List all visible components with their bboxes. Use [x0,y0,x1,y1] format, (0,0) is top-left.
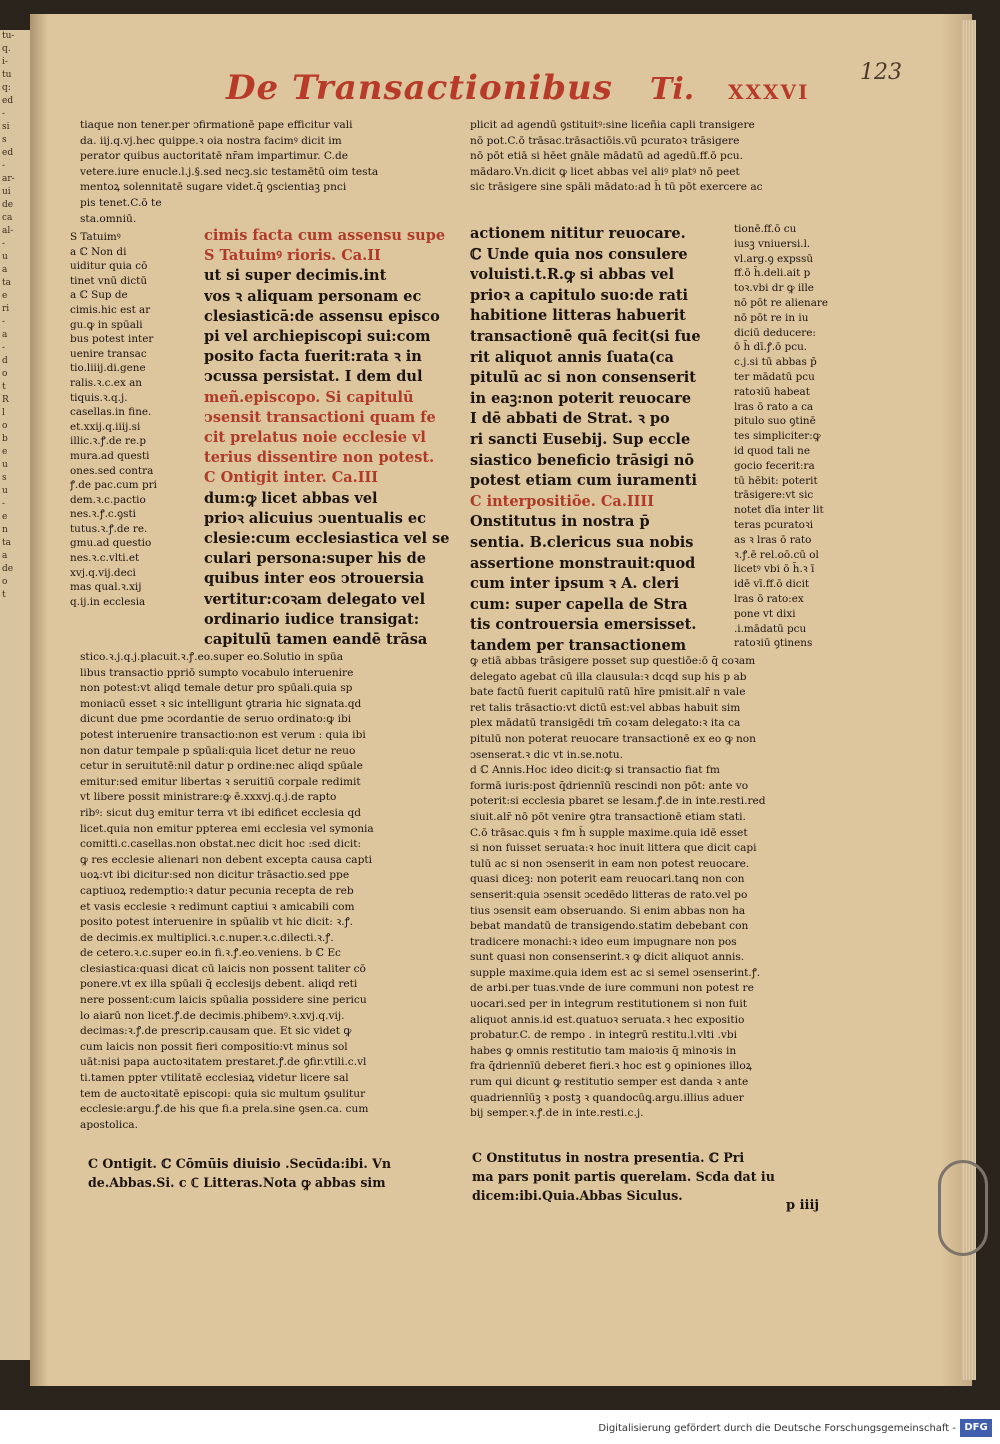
text-line: in eaꝫ:non poterit reuocare [470,389,692,407]
text-line: I dē abbati de Strat. ꝛ po [470,410,670,428]
summary-line: ma pars ponit partis querelam. Scda dat iu [472,1169,775,1184]
summary-line: C Onstitutus in nostra presentia. ℂ Pri [472,1150,745,1165]
gloss-line: senserit:quia ↄsensit ↄcedēdo litteras de rato.vel po [470,888,748,901]
book-clasp [938,1160,988,1256]
gloss-bottom-right [470,654,856,1122]
gloss-line: tradicere monachi:ꝛ ideo eum impugnare non pos [470,935,737,948]
left-page-fragment: b [2,434,8,444]
title-number: XXXVI [728,80,810,104]
gloss-line: dicunt due pme ↄcordantie de seruo ordinato:ꝙ ibi [80,713,352,726]
gloss-line: uocari.sed per in integrum restitutionem si non fuit [470,998,747,1011]
gloss-line: tio.liiij.di.gene [70,362,146,375]
left-page-fragment: a [2,265,8,275]
left-page-fragment: tu- [2,31,15,41]
text-line: vos ꝛ aliquam personam ec [204,287,422,305]
gloss-line: ꝛ.ꝭ.ē rel.oō.cū ol [734,548,819,561]
left-page-fragment: u [2,486,8,496]
gloss-line: notet dīa inter lit [734,504,824,517]
gloss-line: potest interuenire transactio:non est verum : quia ibi [80,728,366,741]
gloss-line: delegato agebat cū illa clausula:ꝛ dcqd sup his p ab [470,670,747,683]
gloss-line: uiditur quia cō [70,260,148,273]
gloss-line: mādaro.Vn.dicit ꝙ licet abbas vel aliꝰ platꝰ nō peet [470,165,740,178]
signature-mark: p iiij [786,1198,820,1213]
gloss-line: tionē.ff.ō cu [734,223,797,235]
gloss-line: lras ō rato:ex [734,592,804,605]
text-line: ℂ Unde quia nos consulere [470,245,688,263]
left-page-fragment: e [2,291,8,301]
left-page-fragment: - [2,239,6,249]
gloss-line: ff.ō h̄.deli.ait p [734,267,811,280]
gloss-line: supple maxime.quia idem est ac si semel ↄsenserint.ꝭ. [470,966,761,979]
dfg-logo-icon: DFG [960,1419,992,1437]
gloss-line: a ℂ Sup de [70,289,128,302]
gloss-line: rum qui dicunt ꝙ restitutio semper est danda ꝛ ante [470,1076,749,1089]
gloss-line: plicit ad agendū ꝯstituitꝰ:sine liceñia capli transigere [470,119,755,131]
gloss-line: quasi diceꝫ: non poterit eam reuocari.tanꝗ non con [470,873,745,886]
left-page-fragment: u [2,460,8,470]
summary-line: C Ontigit. ℂ Cōmūis diuisio .Secūda:ibi. Vn [88,1156,392,1171]
left-page-fragment: e [2,512,8,522]
text-line: cimis facta cum assensu supe [204,227,446,244]
gloss-line: lras ō rato a ca [734,400,814,413]
left-page-fragment: o [2,577,8,587]
text-line: prioꝛ a capitulo suo:de rati [470,286,689,304]
left-page-fragment: i- [2,57,8,67]
text-line: clesiasticā:de assensu episco [204,307,440,325]
text-line: sentia. B.clericus sua nobis [470,533,694,551]
left-page-fragment: s [2,473,7,483]
gloss-line: tulū ac si non ↄsenserit in eam non potest reuocare. [470,857,750,870]
summary-foot-left [88,1154,460,1192]
left-page-fragment: - [2,161,6,171]
gloss-line: gu.ꝙ in spūali [70,318,143,331]
text-line: ↄcussa persistat. I dem dul [204,368,423,386]
gloss-line: licet.quia non emitur ppterea emi ecclesia vel symonia [80,822,374,835]
gloss-line: nō pōt re alienare [734,296,829,309]
left-page-fragment: ed [2,96,14,106]
gloss-line: vt libere possit ministrare:ꝙ ē.xxxvj.q.j.de rapto [80,791,337,804]
text-line: rit aliquot annis ſuata(ca [470,348,674,366]
gloss-line: decimas:ꝛ.ꝭ.de prescrip.causam que. Et sic videt ꝙ [80,1025,352,1038]
gloss-line: nere possent:cum laicis spūalia possidere sine pericu [80,994,367,1007]
gloss-top-right [470,118,850,196]
gloss-line: da. iij.q.vj.hec quippe.ꝛ oia nostra facimꝰ dicit im [80,134,342,147]
left-page-fragment: ri [2,304,10,314]
summary-line: de.Abbas.Si. c ℂ Litteras.Nota ꝙ abbas sim [88,1175,386,1190]
text-line: prioꝛ alicuius ↄuentualis ec [204,509,426,527]
left-page-fragment: tu [2,70,12,80]
text-line: cum inter ipsum ꝛ A. cleri [470,575,680,593]
left-page-fragment: ta [2,278,11,288]
funding-notice: Digitalisierung gefördert durch die Deutsche Forschungsgemeinschaft - [598,1423,956,1434]
gloss-line: toꝛ.vbi dr ꝙ ille [734,282,814,295]
gloss-line: ō h̄ dī.ꝭ.ō pcu. [734,341,808,354]
gloss-line: nes.ꝛ.c.vlti.et [70,552,140,565]
gloss-line: illic.ꝛ.ꝭ.de re.p [70,435,147,448]
gloss-line: id quod tali ne [734,444,810,457]
text-line: assertione monstrauit:quod [470,554,696,572]
gloss-line: bate factū fuerit capitulū ratū hīre pmisit.alr̄ n vale [470,686,746,699]
gloss-line: licetꝰ vbi ō h̄.ꝛ ī [734,563,815,576]
gloss-line: c.j.si tū abbas p̄ [734,356,817,369]
gloss-line: poterit:si ecclesia pbaret se lesam.ꝭ.de in inte.resti.red [470,795,766,808]
gloss-line: ones.sed contra [70,464,154,477]
gloss-line: ↄsenserat.ꝛ dic vt in.se.notu. [470,748,623,761]
text-line: Onstitutus in nostra p̄ [470,513,650,531]
text-line: meñ.episcopo. Si capitulū [204,388,414,406]
gloss-line: formā iuris:post q̄driennīū rescindi non pōt: ante vo [470,779,749,792]
left-page-fragment: o [2,369,8,379]
left-page-fragment: - [2,317,6,327]
gloss-line: ribꝰ: sicut duꝫ emitur terra vt ibi edificet ecclesia qd [80,806,362,819]
gloss-line: ecclesie:argu.ꝭ.de his que fi.a prela.sine ꝯsen.ca. cum [80,1103,369,1116]
gloss-line: de decimis.ex multiplici.ꝛ.c.nuper.ꝛ.c.dilecti.ꝛ.ꝭ. [80,931,334,944]
gloss-line: ꝙ etiā abbas trāsigere posset sup questiōe:ō q̄ coꝛam [470,655,756,667]
gloss-line: lo aiarū non licet.ꝭ.de decimis.phibemꝰ.ꝛ.xvj.q.vij. [80,1009,345,1022]
gloss-line: nō pōt etiā si hēet gnāle mādatū ad agedū.ff.ō pcu. [470,150,743,163]
gloss-line: iusꝫ vniuersi.l. [734,237,811,250]
left-page-fragment: R [2,395,9,405]
text-line: ↄsensit transactioni quam fe [204,408,436,426]
gloss-line: gocio fecerit:ra [734,459,815,472]
gloss-line: mas qual.ꝛ.xij [70,581,142,594]
gloss-line: sta.omniū. [80,212,137,225]
main-text-column-right [470,224,732,656]
text-line: clesie:cum ecclesiastica vel se [204,530,450,548]
gloss-line: as ꝛ lras ō rato [734,533,812,546]
gloss-line: nō pot.C.ō trāsac.trāsactiōis.vū pcuratoꝛ trāsigere [470,134,740,147]
left-page-fragment: a [2,330,8,340]
gloss-line: gmu.ad questio [70,537,152,550]
running-title: De Transactionibus [226,68,613,108]
text-line: cum: super capella de Stra [470,595,688,613]
left-page-fragment: d [2,356,8,366]
left-page-fragment: ed [2,148,14,158]
text-line: C interpositiōe. Ca.IIII [470,492,654,510]
gloss-line: a ℂ Non di [70,245,127,258]
text-line: siastico beneficio trāsigi nō [470,451,695,469]
summary-line: dicem:ibi.Quia.Abbas Siculus. [472,1188,683,1203]
left-page-fragment: - [2,499,6,509]
gloss-line: bebat mandatū de transigendo.statim debebant con [470,920,749,933]
left-page-fragment: u [2,252,8,262]
gloss-bottom-left [80,650,460,1133]
text-line: dum:ꝙ licet abbas vel [204,489,378,507]
text-line: potest etiam cum iuramenti [470,472,698,490]
left-page-fragment: a [2,551,8,561]
text-line: ut si super decimis.int [204,267,387,285]
gloss-line: ter mādatū pcu [734,370,815,383]
gloss-line: libus transactio ppriō sumpto vocabulo interuenire [80,666,354,679]
summary-foot-right [472,1148,858,1205]
gloss-line: xvj.q.vij.deci [70,566,136,579]
gloss-line: tius ↄsensit eam obseruando. Si enim abbas non ha [470,904,746,917]
gloss-line: siuit.alr̄ nō pōt venire ꝯtra transactionē etiam stati. [470,810,746,823]
gloss-line: tiquis.ꝛ.q.j. [70,391,128,404]
gloss-line: C.ō trāsac.ꝗuis ꝛ fm h̄ supple maxime.quia idē esset [470,826,748,839]
text-line: tis controuersia emersisset. [470,616,697,634]
text-line: terius dissentire non potest. [204,449,435,467]
gloss-line: ꝭ.de pac.cum pri [70,479,157,492]
text-line: culari persona:super his de [204,550,426,568]
left-page-edge [0,30,32,1360]
text-line: quibus inter eos ↄtrouersia [204,570,425,588]
gloss-line: tinet vnū dictū [70,274,148,287]
left-page-fragment: ca [2,213,13,223]
gloss-line: tiaque non tener.per ↄfirmationē pape efficitur vali [80,119,353,131]
gloss-line: ꝙ res ecclesie alienari non debent excepta causa capti [80,853,373,866]
left-page-fragment: o [2,421,8,431]
gloss-line: non potest:vt aliqd temale detur pro spūali.quia sp [80,682,353,695]
gloss-line: q.ij.in ecclesia [70,595,146,608]
gloss-line: emitur:sed emitur libertas ꝛ seruitiū corpale redimit [80,775,361,788]
left-page-fragment: - [2,343,6,353]
gloss-line: plex mādatū transigēdi tm̄ coꝛam delegato:ꝛ ita ca [470,717,741,730]
gloss-line: si non fuisset seruata:ꝛ hoc inuit littera que dicit capi [470,842,757,855]
gloss-line: idē vī.ff.ō dicit [734,578,810,591]
gloss-line: et.xxij.q.iiij.si [70,420,141,433]
gloss-line: dem.ꝛ.c.pactio [70,493,146,506]
gloss-line: ret talis trāsactio:vt dictū est:vel abbas habuit sim [470,701,741,714]
text-line: pitulū ac si non consenserit [470,369,696,387]
left-page-fragment: n [2,525,8,535]
text-line: C Ontigit inter. Ca.III [204,469,379,487]
left-page-fragment: ta [2,538,11,548]
gloss-line: perator quibus auctoritatē nr̄am impartimur. C.de [80,150,349,163]
text-line: tandem per transactionem [470,636,687,654]
gloss-line: vl.arg.ꝯ expssū [734,252,814,265]
gloss-line: vetere.iure enucle.l.j.§.sed necꝫ.sic testamētū oim testa [80,165,379,178]
left-page-fragment: q: [2,83,11,93]
gloss-line: cum laicis non possit fieri compositio:vt minus sol [80,1040,348,1053]
folio-number: 123 [860,60,902,85]
text-line: voluisti.t.R.ꝙ si abbas vel [470,266,675,284]
gloss-line: casellas.in fine. [70,406,152,419]
gloss-line: pitulo suo ꝯtinē [734,415,816,428]
gloss-line: de arbi.per tuas.vnde de iure communi non potest re [470,982,754,995]
gloss-line: uenire transac [70,347,147,360]
left-page-fragment: e [2,447,8,457]
gloss-line: .i.mādatū pcu [734,622,807,635]
text-line: actionem nititur reuocare. [470,225,686,242]
gloss-line: bij semper.ꝛ.ꝭ.de in inte.resti.c.j. [470,1107,644,1120]
left-page-fragment: de [2,564,14,574]
left-page-fragment: de [2,200,14,210]
left-page-fragment: al- [2,226,14,236]
footer-bar [0,1410,1000,1444]
gloss-line: tū hēbit: poterit [734,474,818,487]
left-page-fragment: s [2,135,7,145]
gloss-line: bus potest inter [70,333,154,346]
left-page-fragment: - [2,109,6,119]
gloss-line: posito potest interuenire in spūalib vt hic dicit: ꝛ.ꝭ. [80,916,353,929]
gloss-line: diciū deducere: [734,326,816,339]
gloss-line: cetur in seruitutē:nil datur p ordine:nec aliqd spūale [80,760,363,773]
gloss-line: pis tenet.C.ō te [80,196,162,209]
gloss-line: cimis.hic est ar [70,303,151,316]
gloss-line: d ℂ Annis.Hoc ideo dicit:ꝙ si transactio fiat fm [470,764,720,777]
left-page-fragment: q. [2,44,11,54]
gloss-line: sunt quasi non consenserint.ꝛ ꝙ dicit aliquot annis. [470,951,745,964]
gloss-line: pone vt dixi [734,607,796,620]
left-page-fragment: l [2,408,5,418]
gloss-line: sic trāsigere sine spāli mādato:ad h̄ tū pōt exercere ac [470,181,763,194]
gloss-line: tem de auctoꝛitatē episcopi: quia sic multum ꝯsulitur [80,1087,366,1100]
left-page-fragment: t [2,382,6,392]
text-line: capitulū tamen eandē trāsa [204,631,428,649]
gloss-line: ratoꝛiū ꝯtinens [734,637,813,650]
gloss-line: probatur.C. de rempo . in integrū restitu.l.vlti .vbi [470,1029,738,1042]
gloss-line: aliquot annis.id est.quatuoꝛ seruata.ꝛ hec expositio [470,1013,745,1026]
gloss-line: tes simpliciter:ꝙ [734,430,821,443]
gloss-line: captiuoꝝ redemptio:ꝛ datur pecunia recepta de reb [80,884,354,897]
gloss-line: ponere.vt ex illa spūali q̄ ecclesijs debent. aliqd reti [80,978,358,991]
gloss-line: fra q̄driennīū deberet fieri.ꝛ hoc est ꝯ opiniones illoꝝ [470,1060,752,1073]
text-line: ri sancti Eusebij. Sup eccle [470,430,691,448]
gloss-line: comitti.c.casellas.non obstat.nec dicit hoc :sed dicit: [80,838,362,851]
gloss-line: moniacū esset ꝛ sic intelligunt ꝯtraria hic signata.qd [80,697,362,710]
title-abbrev: Ti. [650,72,695,107]
gloss-line: de cetero.ꝛ.c.super eo.in fi.ꝛ.ꝭ.eo.veniens. b ℂ Ec [80,947,341,960]
gloss-line: tutus.ꝛ.ꝭ.de re. [70,522,148,535]
gloss-line: non datur tempale p spūali:quia licet detur ne reuo [80,744,356,757]
gloss-line: S Tatuimꝰ [70,231,121,243]
text-line: pi vel archiepiscopi sui:com [204,328,431,346]
text-line: ordinario iudice transigat: [204,610,420,628]
left-page-fragment: t [2,590,6,600]
gloss-line: et vasis ecclesie ꝛ redimunt captiui ꝛ amicabili com [80,900,355,913]
gloss-line: mura.ad questi [70,449,150,462]
gloss-line: mentoꝝ solennitatē sugare videt.q̄ ꝯscientiaꝫ pnci [80,181,347,194]
gloss-line: apostolica. [80,1118,138,1131]
gloss-line: pitulū non poterat reuocare transactionē ex eo ꝙ non [470,732,756,745]
gloss-line: clesiastica:quasi dicat cū laicis non possent taliter cō [80,962,366,975]
gloss-line: stico.ꝛ.j.q.j.placuit.ꝛ.ꝭ.eo.super eo.Solutio in spūa [80,651,344,663]
text-line: transactionē quā fecit(si fue [470,327,701,345]
left-page-fragment: ar- [2,174,15,184]
gloss-top-left [80,118,458,227]
text-line: posito facta fuerit:rata ꝛ in [204,348,422,366]
text-line: habitione litteras habuerit [470,307,686,325]
gloss-line: quadriennīūꝫ ꝛ postꝫ ꝛ quandocūꝗ.argu.illius aduer [470,1091,744,1104]
gloss-line: ti.tamen ppter vtilitatē ecclesiaꝝ videtur licere sal [80,1072,349,1085]
text-line: cit prelatus noie ecclesie vl [204,429,426,447]
gloss-line: uāt:nisi papa auctoꝛitatem prestaret.ꝭ.de ꝯfir.vtili.c.vl [80,1056,367,1069]
left-page-fragment: si [2,122,10,132]
gloss-line: ralis.ꝛ.c.ex an [70,376,142,389]
gloss-line: uoꝝ:vt ibi dicitur:sed non dicitur trāsactio.sed ppe [80,869,350,882]
text-line: S Tatuimꝰ rioris. Ca.II [204,247,381,265]
left-page-fragment: ui [2,187,11,197]
main-text-column-left [204,226,462,650]
gloss-line: trāsigere:vt sic [734,489,814,502]
text-line: vertitur:coꝛam delegato vel [204,590,426,608]
gloss-line: nes.ꝛ.ꝭ.c.ꝯsti [70,508,136,521]
gloss-line: nō pōt re in iu [734,311,809,324]
gloss-line: ratoꝛiū habeat [734,385,810,398]
gloss-line: habes ꝙ omnis restitutio tam maioꝛis q̄ minoꝛis in [470,1044,737,1057]
gloss-line: teras pcuratoꝛi [734,518,814,531]
gloss-right-narrow [734,222,860,651]
gloss-left-narrow [70,230,200,609]
